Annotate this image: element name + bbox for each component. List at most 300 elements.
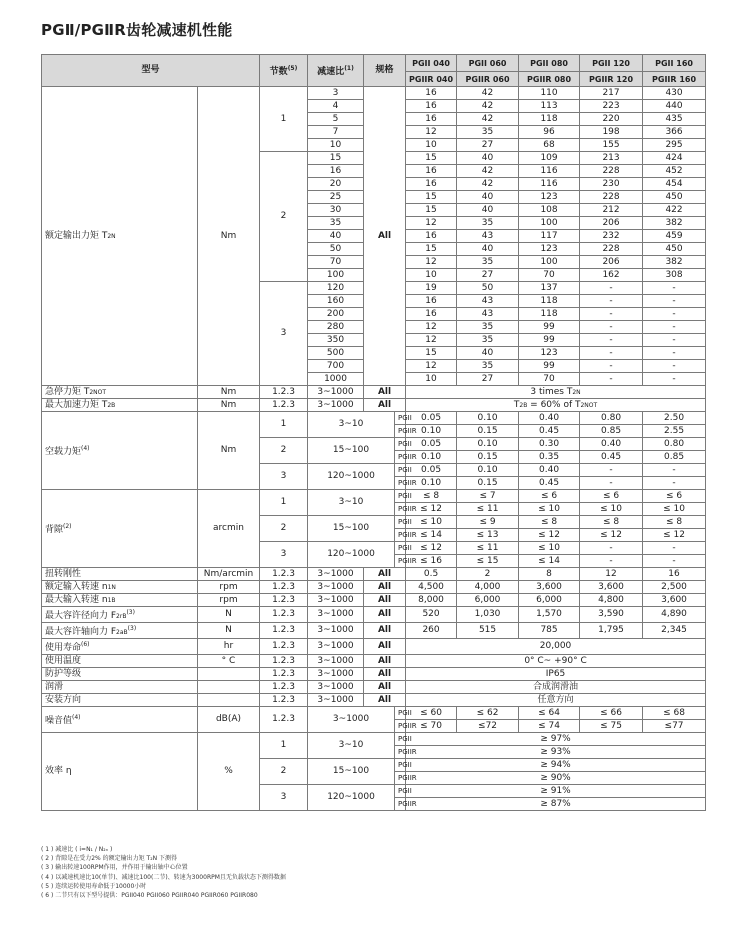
- value-cell: 2,500: [643, 581, 706, 594]
- no-load-torque-row: [42, 412, 706, 425]
- ratio-cell: 350: [308, 334, 364, 347]
- value-cell: 0.10: [406, 477, 457, 490]
- value-cell: 42: [457, 113, 519, 126]
- row-label: 使用寿命$^{(6)}$: [42, 639, 198, 655]
- noise-label: 噪音值$^{(4)}$: [42, 707, 198, 733]
- emergency-torque-row: [42, 386, 706, 399]
- unit-cell: rpm: [198, 594, 260, 607]
- value-cell: 116: [519, 165, 580, 178]
- value-cell: ≤ 10: [406, 516, 457, 529]
- value-cell: 0.85: [580, 425, 643, 438]
- value-cell: -: [643, 360, 706, 373]
- spec-cell: PGII: [395, 707, 406, 720]
- unit-cell: N: [198, 623, 260, 639]
- value-cell: 308: [643, 269, 706, 282]
- value-cell: -: [643, 308, 706, 321]
- value-cell: 0.10: [406, 425, 457, 438]
- ratio-cell: 120: [308, 282, 364, 295]
- spec-all: All: [364, 655, 406, 668]
- value-cell: 16: [406, 165, 457, 178]
- value-cell: 232: [580, 230, 643, 243]
- ratio-cell: 3~1000: [308, 639, 364, 655]
- stage-cell: 1.2.3: [260, 581, 308, 594]
- rated-torque-unit: Nm: [198, 87, 260, 386]
- value-cell: 430: [643, 87, 706, 100]
- spec-cell: PGIIR: [395, 772, 406, 785]
- value-cell: 422: [643, 204, 706, 217]
- ratio-cell: 50: [308, 243, 364, 256]
- header-row-1: [42, 55, 706, 72]
- stage-cell: 1.2.3: [260, 668, 308, 681]
- ratio-cell: 3~1000: [308, 668, 364, 681]
- value-cell: -: [643, 477, 706, 490]
- value-cell: 0.15: [457, 425, 519, 438]
- value-cell: 16: [406, 178, 457, 191]
- ratio-cell: 25: [308, 191, 364, 204]
- unit-cell: ° C: [198, 655, 260, 668]
- value-cell: 0.10: [457, 464, 519, 477]
- header-model-3: PGII 120: [580, 55, 643, 72]
- value-cell: -: [580, 334, 643, 347]
- spec-row: [42, 639, 706, 655]
- span-value: ≥ 90%: [406, 772, 706, 785]
- stage-cell: 1.2.3: [260, 639, 308, 655]
- span-value: ≥ 97%: [406, 733, 706, 746]
- spec-row: [42, 694, 706, 707]
- ratio-cell: 3~1000: [308, 681, 364, 694]
- spec-cell: PGII: [395, 733, 406, 746]
- value-cell: 1,570: [519, 607, 580, 623]
- spec-all: All: [364, 607, 406, 623]
- row-label: 最大容许轴向力 $F2aB^{(3)}$: [42, 623, 198, 639]
- value-cell: -: [643, 282, 706, 295]
- value-cell: 424: [643, 152, 706, 165]
- value-cell: 220: [580, 113, 643, 126]
- value-cell: 40: [457, 152, 519, 165]
- value-cell: 35: [457, 321, 519, 334]
- value-cell: -: [643, 555, 706, 568]
- stage-cell: 1: [260, 87, 308, 152]
- spec-cell: PGIIR: [395, 555, 406, 568]
- stage-cell: 3: [260, 785, 308, 811]
- footnotes: [41, 845, 286, 900]
- value-cell: -: [643, 295, 706, 308]
- value-cell: -: [580, 477, 643, 490]
- footnote: ( 2 ) 背隙是在受力2% 的额定输出力矩 T₂N 下测得: [41, 855, 178, 863]
- value-cell: 0.10: [457, 412, 519, 425]
- value-cell: 8: [519, 568, 580, 581]
- ratio-cell: 200: [308, 308, 364, 321]
- value-cell: 228: [580, 191, 643, 204]
- efficiency-row: [42, 733, 706, 746]
- value-cell: 382: [643, 217, 706, 230]
- ratio-cell: 1000: [308, 373, 364, 386]
- value-cell: 3,590: [580, 607, 643, 623]
- ratio-cell: 70: [308, 256, 364, 269]
- value-cell: 68: [519, 139, 580, 152]
- spec-cell: PGIIR: [395, 451, 406, 464]
- row-label: 最大容许径向力 $F2rB^{(3)}$: [42, 607, 198, 623]
- value-cell: ≤ 74: [519, 720, 580, 733]
- stage-cell: 1.2.3: [260, 623, 308, 639]
- footnote: ( 3 ) 输出转速100RPM作用，并作用于输出轴中心位置: [41, 864, 188, 872]
- unit-cell: rpm: [198, 581, 260, 594]
- row-label: 最大输入转速 n1B: [42, 594, 198, 607]
- value-cell: ≤ 64: [519, 707, 580, 720]
- value-cell: 99: [519, 360, 580, 373]
- value-cell: 2.50: [643, 412, 706, 425]
- value-cell: 123: [519, 347, 580, 360]
- ratio-cell: 3~1000: [308, 623, 364, 639]
- ratio-cell: 280: [308, 321, 364, 334]
- spec-all: All: [364, 668, 406, 681]
- spec-cell: PGIIR: [395, 746, 406, 759]
- value-cell: 0.85: [643, 451, 706, 464]
- value-cell: 109: [519, 152, 580, 165]
- spec-row: [42, 681, 706, 694]
- value-cell: 40: [457, 347, 519, 360]
- value-cell: -: [580, 282, 643, 295]
- value-cell: 382: [643, 256, 706, 269]
- row-label: 防护等级: [42, 668, 198, 681]
- value-cell: 27: [457, 269, 519, 282]
- backlash-label: 背隙$^{(2)}$: [42, 490, 198, 568]
- row-label: 扭转刚性: [42, 568, 198, 581]
- value-cell: 2,345: [643, 623, 706, 639]
- value-cell: 0.05: [406, 412, 457, 425]
- value-cell: 162: [580, 269, 643, 282]
- value-cell: 0.80: [643, 438, 706, 451]
- ratio-cell: 3~1000: [308, 655, 364, 668]
- value-cell: 217: [580, 87, 643, 100]
- value-cell: -: [580, 295, 643, 308]
- ratio-cell: 3~1000: [308, 399, 364, 412]
- value-cell: -: [643, 373, 706, 386]
- value-cell: -: [580, 542, 643, 555]
- value-cell: 12: [406, 217, 457, 230]
- value-cell: 12: [406, 360, 457, 373]
- page-title: PGⅡ/PGⅡR齿轮减速机性能: [41, 21, 233, 39]
- row-label: 使用温度: [42, 655, 198, 668]
- value-cell: -: [580, 555, 643, 568]
- value-cell: ≤ 10: [519, 542, 580, 555]
- value-cell: 295: [643, 139, 706, 152]
- ratio-cell: 15~100: [308, 759, 395, 785]
- spec-cell: PGIIR: [395, 477, 406, 490]
- value-cell: 0.35: [519, 451, 580, 464]
- ratio-cell: 3~10: [308, 733, 395, 759]
- value-cell: ≤ 8: [643, 516, 706, 529]
- value-cell: 0.15: [457, 477, 519, 490]
- header-model-2: PGII 080: [519, 55, 580, 72]
- span-value: T2B = 60% of T2NOT: [406, 399, 706, 412]
- value-cell: 3,600: [519, 581, 580, 594]
- ratio-cell: 15~100: [308, 516, 395, 542]
- value-cell: 40: [457, 204, 519, 217]
- spec-cell: PGIIR: [395, 798, 406, 811]
- value-cell: 100: [519, 217, 580, 230]
- value-cell: ≤ 12: [406, 542, 457, 555]
- value-cell: 230: [580, 178, 643, 191]
- value-cell: 515: [457, 623, 519, 639]
- value-cell: 206: [580, 217, 643, 230]
- stage-cell: 1.2.3: [260, 607, 308, 623]
- spec-all: All: [364, 399, 406, 412]
- value-cell: 19: [406, 282, 457, 295]
- value-cell: 440: [643, 100, 706, 113]
- value-cell: 366: [643, 126, 706, 139]
- unit-cell: [198, 681, 260, 694]
- stage-cell: 2: [260, 152, 308, 282]
- spec-all: All: [364, 386, 406, 399]
- value-cell: ≤ 75: [580, 720, 643, 733]
- value-cell: -: [643, 542, 706, 555]
- ratio-cell: 3~1000: [308, 594, 364, 607]
- span-value: ≥ 93%: [406, 746, 706, 759]
- value-cell: 43: [457, 308, 519, 321]
- unit-cell: [198, 668, 260, 681]
- no-load-torque-unit: Nm: [198, 412, 260, 490]
- stage-cell: 2: [260, 438, 308, 464]
- value-cell: 42: [457, 165, 519, 178]
- header-model-0: PGII 040: [406, 55, 457, 72]
- value-cell: 99: [519, 321, 580, 334]
- performance-table: [41, 54, 706, 811]
- value-cell: 117: [519, 230, 580, 243]
- value-cell: ≤ 70: [406, 720, 457, 733]
- stage-cell: 3: [260, 464, 308, 490]
- spec-all: All: [364, 581, 406, 594]
- value-cell: 118: [519, 113, 580, 126]
- value-cell: ≤ 11: [457, 503, 519, 516]
- ratio-cell: 3~1000: [308, 581, 364, 594]
- backlash-row: [42, 490, 706, 503]
- ratio-cell: 3~1000: [308, 568, 364, 581]
- value-cell: 0.45: [580, 451, 643, 464]
- stage-cell: 1.2.3: [260, 655, 308, 668]
- spec-cell: PGII: [395, 516, 406, 529]
- value-cell: 450: [643, 243, 706, 256]
- spec-cell: PGII: [395, 490, 406, 503]
- value-cell: 42: [457, 178, 519, 191]
- value-cell: ≤ 9: [457, 516, 519, 529]
- value-cell: ≤ 8: [519, 516, 580, 529]
- value-cell: 70: [519, 269, 580, 282]
- header-model-r-4: PGIIR 160: [643, 72, 706, 87]
- spec-cell: PGIIR: [395, 529, 406, 542]
- value-cell: ≤ 6: [519, 490, 580, 503]
- value-cell: -: [643, 347, 706, 360]
- value-cell: ≤ 10: [643, 503, 706, 516]
- stage-cell: 1.2.3: [260, 399, 308, 412]
- ratio-cell: 16: [308, 165, 364, 178]
- value-cell: 12: [406, 334, 457, 347]
- value-cell: ≤ 11: [457, 542, 519, 555]
- ratio-cell: 3~10: [308, 490, 395, 516]
- value-cell: 99: [519, 334, 580, 347]
- value-cell: 0.5: [406, 568, 457, 581]
- spec-all: All: [364, 639, 406, 655]
- row-label: 最大加速力矩 T2B: [42, 399, 198, 412]
- value-cell: 123: [519, 243, 580, 256]
- ratio-cell: 3~10: [308, 412, 395, 438]
- value-cell: ≤ 10: [519, 503, 580, 516]
- value-cell: 785: [519, 623, 580, 639]
- row-label: 润滑: [42, 681, 198, 694]
- ratio-cell: 20: [308, 178, 364, 191]
- value-cell: 454: [643, 178, 706, 191]
- value-cell: 228: [580, 165, 643, 178]
- spec-cell: PGII: [395, 542, 406, 555]
- value-cell: 3,600: [580, 581, 643, 594]
- value-cell: -: [643, 464, 706, 477]
- value-cell: 12: [406, 321, 457, 334]
- ratio-cell: 120~1000: [308, 464, 395, 490]
- value-cell: 0.45: [519, 477, 580, 490]
- header-model: 型号: [42, 55, 260, 87]
- spec-all: All: [364, 623, 406, 639]
- value-cell: 0.30: [519, 438, 580, 451]
- value-cell: 0.40: [580, 438, 643, 451]
- row-label: 安装方向: [42, 694, 198, 707]
- rated-torque-label: 额定输出力矩 T2N: [42, 87, 198, 386]
- value-cell: 452: [643, 165, 706, 178]
- value-cell: 27: [457, 373, 519, 386]
- value-cell: 113: [519, 100, 580, 113]
- value-cell: ≤ 12: [580, 529, 643, 542]
- value-cell: 8,000: [406, 594, 457, 607]
- value-cell: ≤ 16: [406, 555, 457, 568]
- ratio-cell: 7: [308, 126, 364, 139]
- spec-all: All: [364, 681, 406, 694]
- value-cell: 15: [406, 191, 457, 204]
- value-cell: 0.40: [519, 464, 580, 477]
- value-cell: 15: [406, 347, 457, 360]
- spec-cell: PGII: [395, 785, 406, 798]
- value-cell: 6,000: [519, 594, 580, 607]
- value-cell: 96: [519, 126, 580, 139]
- value-cell: -: [580, 373, 643, 386]
- unit-cell: hr: [198, 639, 260, 655]
- value-cell: 116: [519, 178, 580, 191]
- value-cell: ≤ 68: [643, 707, 706, 720]
- spec-cell: PGII: [395, 412, 406, 425]
- value-cell: 0.40: [519, 412, 580, 425]
- stage-cell: 1.2.3: [260, 568, 308, 581]
- header-model-1: PGII 060: [457, 55, 519, 72]
- ratio-cell: 160: [308, 295, 364, 308]
- spec-all: All: [364, 594, 406, 607]
- value-cell: 155: [580, 139, 643, 152]
- value-cell: 15: [406, 243, 457, 256]
- value-cell: 108: [519, 204, 580, 217]
- value-cell: 43: [457, 295, 519, 308]
- stage-cell: 1: [260, 412, 308, 438]
- ratio-cell: 3~1000: [308, 694, 364, 707]
- value-cell: 0.05: [406, 438, 457, 451]
- stage-cell: 1.2.3: [260, 707, 308, 733]
- efficiency-label: 效率 η: [42, 733, 198, 811]
- header-spec: 规格: [364, 55, 406, 87]
- value-cell: ≤72: [457, 720, 519, 733]
- value-cell: ≤ 7: [457, 490, 519, 503]
- value-cell: -: [580, 347, 643, 360]
- ratio-cell: 4: [308, 100, 364, 113]
- spec-row: [42, 568, 706, 581]
- value-cell: 27: [457, 139, 519, 152]
- ratio-cell: 5: [308, 113, 364, 126]
- stage-cell: 3: [260, 542, 308, 568]
- spec-row: [42, 581, 706, 594]
- stage-cell: 1.2.3: [260, 594, 308, 607]
- span-value: IP65: [406, 668, 706, 681]
- value-cell: ≤ 8: [580, 516, 643, 529]
- span-value: ≥ 94%: [406, 759, 706, 772]
- stage-cell: 1: [260, 733, 308, 759]
- header-ratio: 减速比$^{(1)}$: [308, 55, 364, 87]
- footnote: ( 5 ) 连续运转使用寿命低于10000小时: [41, 882, 147, 890]
- value-cell: 16: [406, 230, 457, 243]
- value-cell: 43: [457, 230, 519, 243]
- value-cell: ≤ 66: [580, 707, 643, 720]
- value-cell: 0.10: [457, 438, 519, 451]
- value-cell: 100: [519, 256, 580, 269]
- header-model-r-0: PGIIR 040: [406, 72, 457, 87]
- value-cell: -: [580, 321, 643, 334]
- value-cell: 0.80: [580, 412, 643, 425]
- spec-all: All: [364, 568, 406, 581]
- value-cell: 0.15: [457, 451, 519, 464]
- value-cell: ≤ 14: [406, 529, 457, 542]
- value-cell: ≤ 14: [519, 555, 580, 568]
- value-cell: 2: [457, 568, 519, 581]
- value-cell: 0.10: [406, 451, 457, 464]
- ratio-cell: 500: [308, 347, 364, 360]
- ratio-cell: 40: [308, 230, 364, 243]
- ratio-cell: 30: [308, 204, 364, 217]
- value-cell: ≤ 8: [406, 490, 457, 503]
- value-cell: 16: [406, 295, 457, 308]
- value-cell: 12: [406, 256, 457, 269]
- ratio-cell: 120~1000: [308, 542, 395, 568]
- max-accel-torque-row: [42, 399, 706, 412]
- value-cell: 137: [519, 282, 580, 295]
- ratio-cell: 3~1000: [308, 607, 364, 623]
- value-cell: 212: [580, 204, 643, 217]
- value-cell: 110: [519, 87, 580, 100]
- header-model-r-2: PGIIR 080: [519, 72, 580, 87]
- value-cell: 2.55: [643, 425, 706, 438]
- value-cell: 10: [406, 373, 457, 386]
- spec-row: [42, 623, 706, 639]
- value-cell: 4,890: [643, 607, 706, 623]
- row-label: 急停力矩 T2NOT: [42, 386, 198, 399]
- value-cell: 16: [406, 87, 457, 100]
- ratio-cell: 100: [308, 269, 364, 282]
- value-cell: 520: [406, 607, 457, 623]
- value-cell: 228: [580, 243, 643, 256]
- value-cell: -: [643, 321, 706, 334]
- spec-row: [42, 655, 706, 668]
- value-cell: ≤ 13: [457, 529, 519, 542]
- spec-all: All: [364, 87, 406, 386]
- stage-cell: 2: [260, 759, 308, 785]
- span-value: 20,000: [406, 639, 706, 655]
- value-cell: 0.45: [519, 425, 580, 438]
- value-cell: 35: [457, 360, 519, 373]
- value-cell: -: [580, 308, 643, 321]
- no-load-torque-label: 空载力矩$^{(4)}$: [42, 412, 198, 490]
